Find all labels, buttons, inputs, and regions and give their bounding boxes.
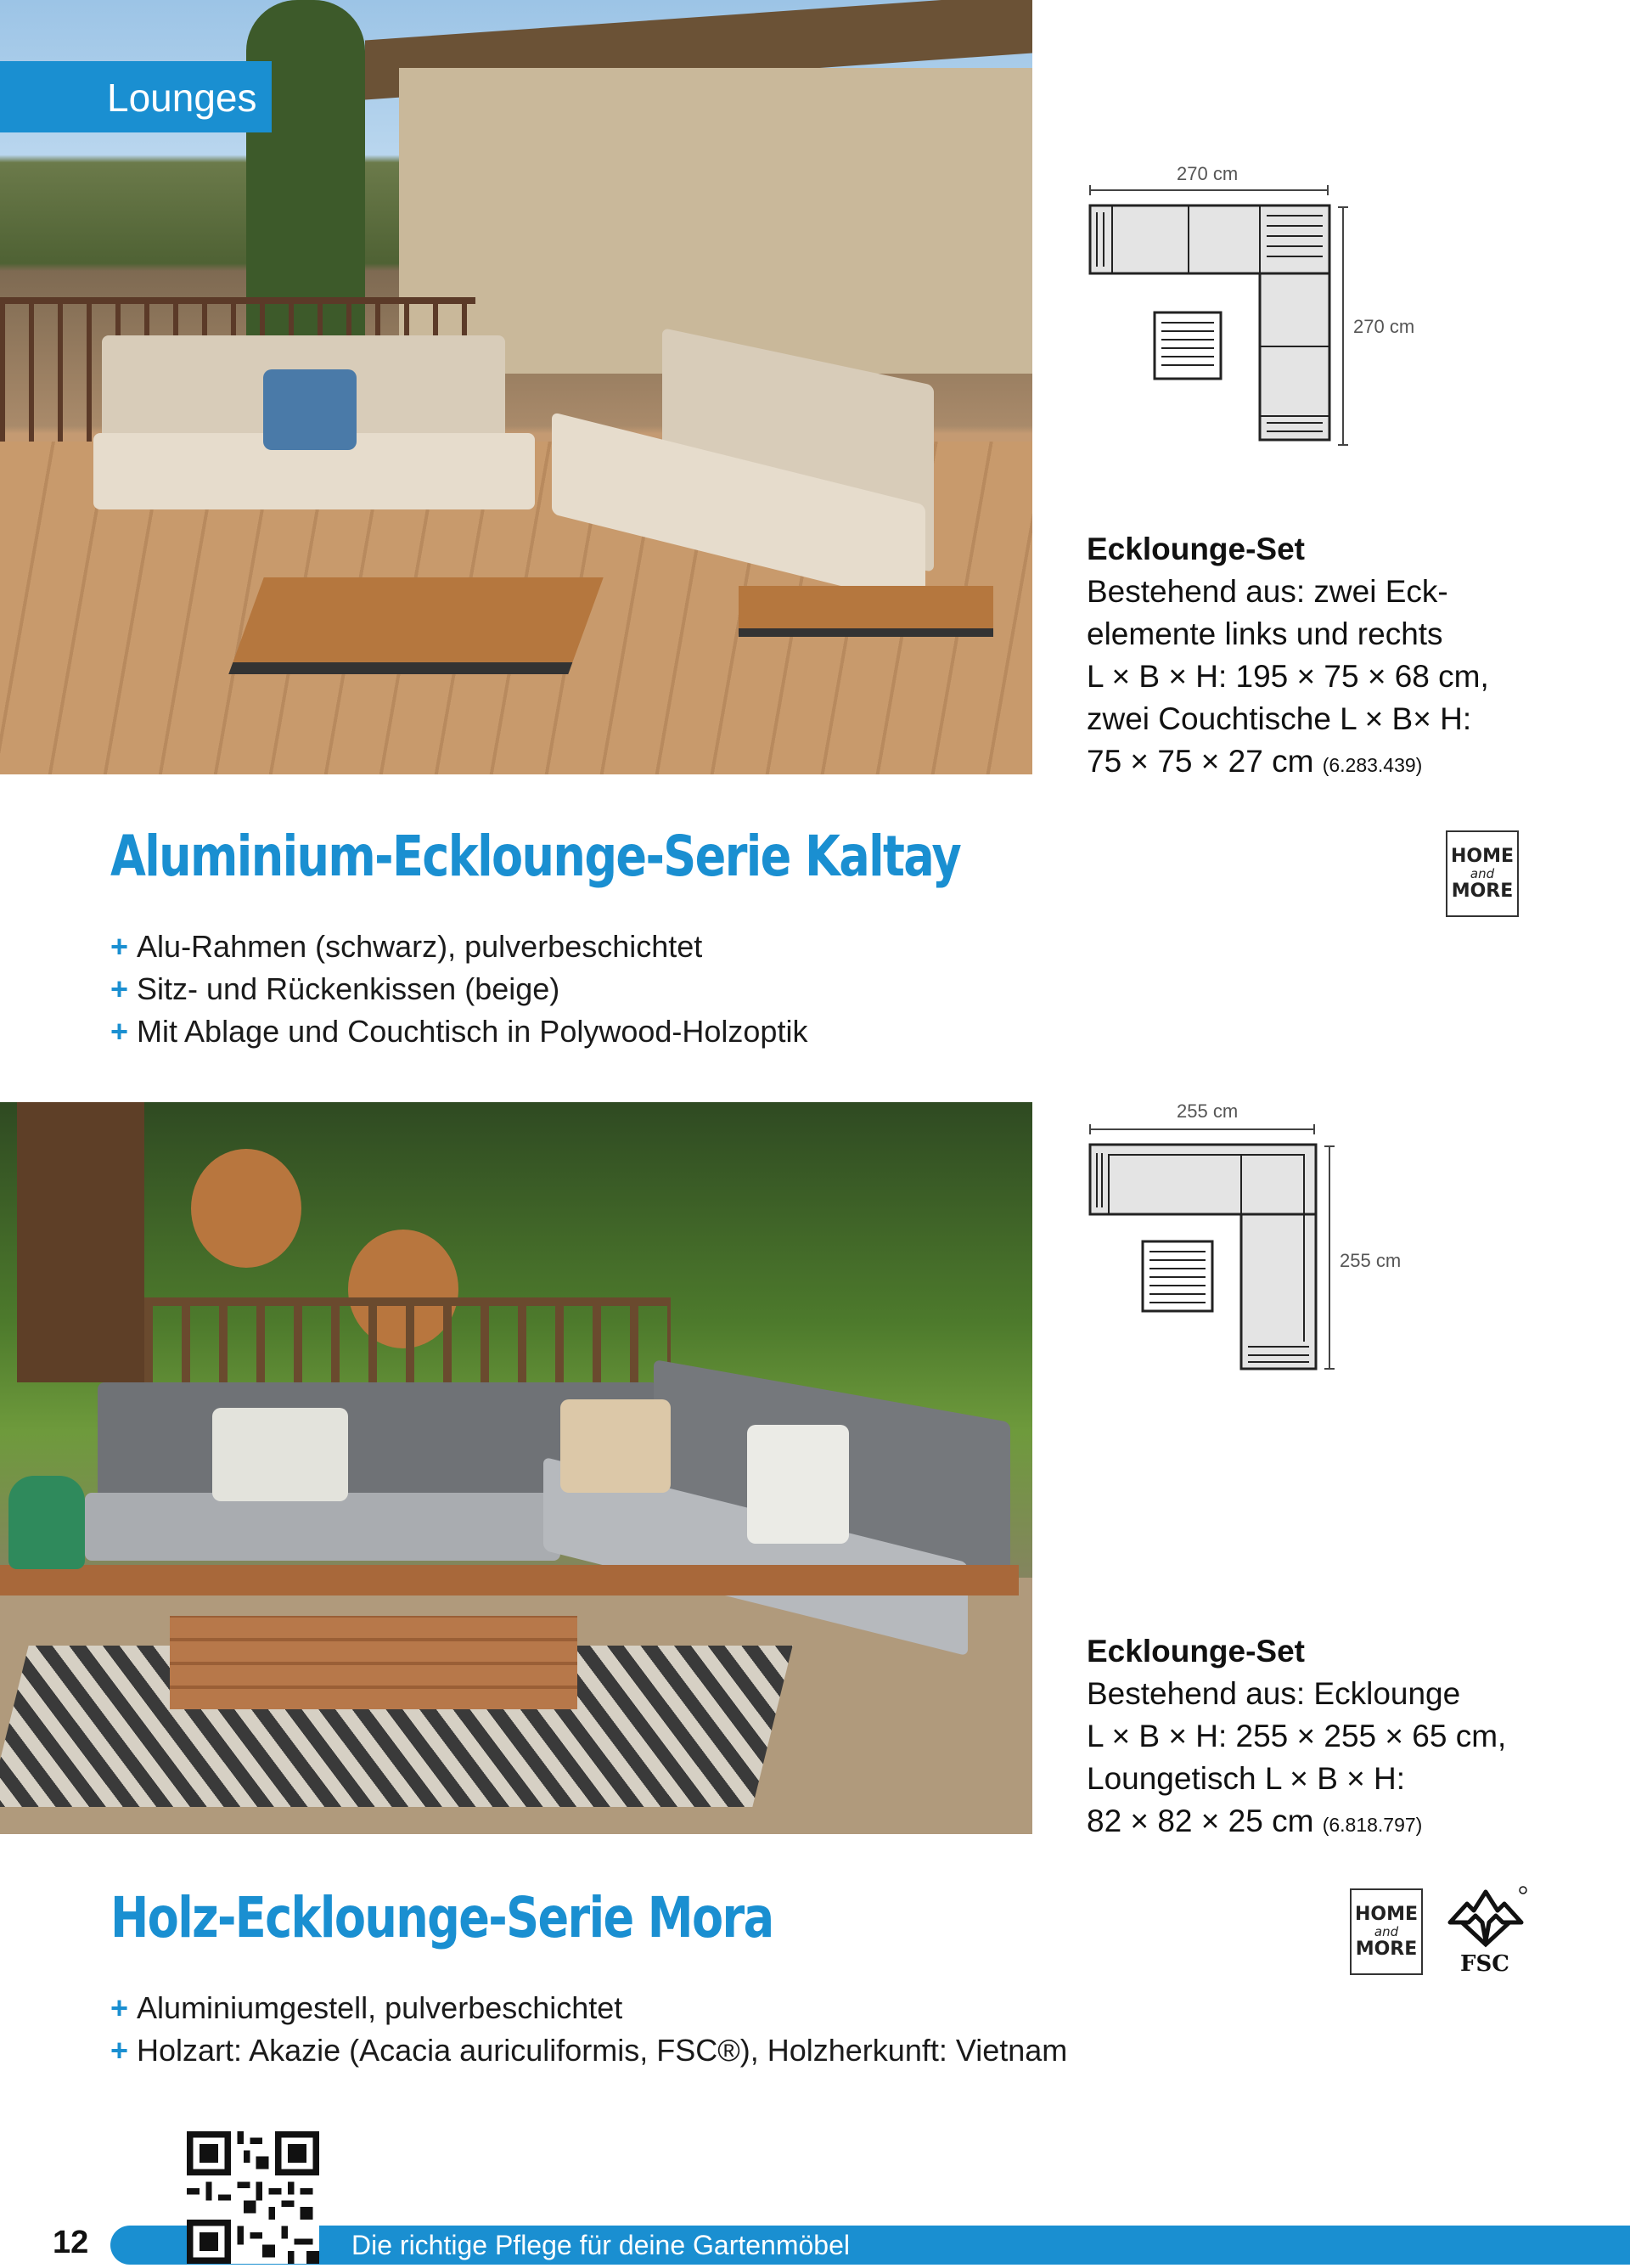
coffee-table <box>228 577 603 674</box>
cushion-white <box>212 1408 348 1501</box>
footer-link-bar[interactable] <box>110 2226 1630 2265</box>
feature-text: Sitz- und Rückenkissen (beige) <box>137 971 560 1006</box>
qr-code[interactable] <box>187 2131 319 2264</box>
wood-frame <box>0 1565 1019 1595</box>
feature-text: Holzart: Akazie (Acacia auriculiformis, FSC®), Holzherkunft: Vietnam <box>137 2033 1068 2068</box>
home-and-more-logo <box>1446 830 1519 917</box>
feature-text: Alu-Rahmen (schwarz), pulverbeschichtet <box>137 929 703 964</box>
article-number: (6.818.797) <box>1322 1814 1423 1836</box>
logo-line: MORE <box>1355 1938 1418 1960</box>
feature-item <box>110 1014 807 1050</box>
coffee-table-wood <box>170 1616 577 1709</box>
series-title-mora: Holz-Ecklounge-Serie Mora <box>110 1885 773 1950</box>
set-line-text: 82 × 82 × 25 cm <box>1087 1804 1314 1838</box>
set-line-last <box>1087 1804 1422 1839</box>
dimension-diagram-mora <box>1078 1104 1358 1384</box>
article-number: (6.283.439) <box>1322 754 1423 776</box>
dimension-width-label: 255 cm <box>1177 1100 1239 1122</box>
feature-text: Aluminiumgestell, pulverbeschichtet <box>137 1990 623 2025</box>
set-line: zwei Couchtische L × B× H: <box>1087 701 1472 736</box>
feature-item <box>110 2033 1067 2068</box>
qr-code-icon <box>187 2131 319 2264</box>
pergola-post <box>17 1102 144 1382</box>
set-line: L × B × H: 195 × 75 × 68 cm, <box>1087 659 1489 694</box>
fsc-logo <box>1443 1885 1528 1978</box>
fsc-label: FSC <box>1460 1951 1509 1977</box>
footer-link-text[interactable]: Die richtige Pflege für deine Gartenmöbel <box>351 2230 850 2260</box>
house-wall <box>399 68 1032 374</box>
dimension-diagram-kaltay <box>1078 161 1375 459</box>
side-ledge <box>739 586 993 637</box>
cypress-tree <box>246 0 365 340</box>
feature-item <box>110 929 702 965</box>
set-line: Bestehend aus: Ecklounge <box>1087 1676 1461 1711</box>
feature-item <box>110 1990 622 2026</box>
cushion-blue <box>263 369 357 450</box>
set-line: L × B × H: 255 × 255 × 65 cm, <box>1087 1719 1507 1753</box>
plus-icon: + <box>110 971 129 1006</box>
lantern <box>191 1149 301 1268</box>
plus-icon: + <box>110 2033 129 2068</box>
plus-icon: + <box>110 929 129 964</box>
dimension-depth-label: 255 cm <box>1340 1250 1402 1271</box>
logo-line: and <box>1374 1923 1399 1939</box>
dimension-depth-label: 270 cm <box>1353 316 1415 337</box>
glass-vase <box>8 1476 85 1569</box>
set-line-last <box>1087 744 1422 779</box>
logo-line: HOME <box>1450 845 1515 867</box>
set-line: Loungetisch L × B × H: <box>1087 1761 1406 1796</box>
set-line: Bestehend aus: zwei Eck- <box>1087 574 1448 609</box>
cushion-beige <box>560 1399 671 1493</box>
set-title: Ecklounge-Set <box>1087 1634 1305 1669</box>
section-tab-label: Lounges <box>107 76 257 120</box>
sofa-seat-grey <box>85 1493 560 1561</box>
feature-item <box>110 971 559 1007</box>
section-tab-lounges <box>0 61 272 132</box>
series-title-kaltay: Aluminium-Ecklounge-Serie Kaltay <box>110 824 961 889</box>
logo-line: MORE <box>1451 880 1514 902</box>
product-photo-mora <box>0 1102 1032 1834</box>
logo-line: and <box>1470 865 1495 881</box>
logo-line: HOME <box>1354 1903 1419 1925</box>
fsc-tree-icon <box>1443 1885 1528 1951</box>
home-and-more-logo <box>1350 1888 1423 1975</box>
cushion-white <box>747 1425 849 1544</box>
feature-text: Mit Ablage und Couchtisch in Polywood-Holzoptik <box>137 1014 808 1049</box>
plus-icon: + <box>110 1014 129 1049</box>
plus-icon: + <box>110 1990 129 2025</box>
page-number: 12 <box>53 2225 89 2260</box>
dimension-width-label: 270 cm <box>1177 163 1239 184</box>
set-line: elemente links und rechts <box>1087 616 1443 651</box>
set-line-text: 75 × 75 × 27 cm <box>1087 744 1314 779</box>
set-title: Ecklounge-Set <box>1087 532 1305 566</box>
